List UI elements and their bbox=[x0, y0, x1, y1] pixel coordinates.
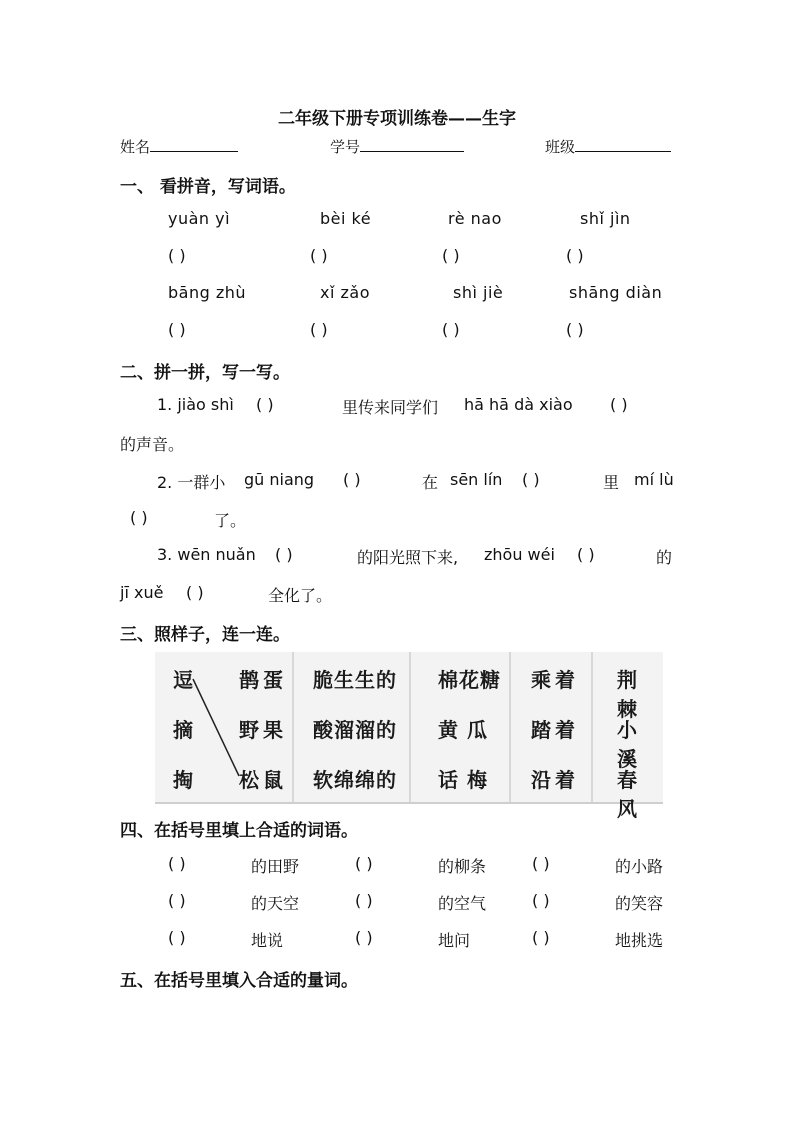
answer-blank[interactable]: ( ) bbox=[275, 545, 293, 564]
answer-blank[interactable]: ( ) bbox=[168, 928, 186, 947]
match-object[interactable]: 鹊蛋 bbox=[239, 668, 287, 692]
section-5-heading: 五、在括号里填入合适的量词。 bbox=[120, 971, 358, 991]
student-no-field[interactable] bbox=[330, 136, 464, 157]
answer-blank[interactable]: ( ) bbox=[566, 246, 584, 265]
q1-text: 的声音。 bbox=[120, 435, 185, 454]
answer-blank[interactable]: ( ) bbox=[355, 928, 373, 947]
answer-blank[interactable]: ( ) bbox=[522, 470, 540, 489]
match-object-2[interactable]: 春风 bbox=[617, 768, 641, 821]
student-no-blank[interactable] bbox=[360, 137, 464, 152]
q2-pinyin: mí lù bbox=[634, 470, 674, 489]
answer-blank[interactable]: ( ) bbox=[168, 891, 186, 910]
phrase-suffix: 的笑容 bbox=[615, 894, 664, 913]
matching-table bbox=[155, 652, 663, 821]
phrase-suffix: 地问 bbox=[438, 931, 471, 950]
page-title: 二年级下册专项训练卷——生字 bbox=[278, 109, 516, 129]
q2-text: 了。 bbox=[214, 511, 247, 530]
answer-blank[interactable]: ( ) bbox=[343, 470, 361, 489]
q3-text: 的阳光照下来, bbox=[357, 548, 459, 567]
q3-pinyin: jī xuě bbox=[120, 583, 164, 602]
pinyin-item: bèi ké bbox=[320, 209, 372, 228]
answer-blank[interactable]: ( ) bbox=[442, 246, 460, 265]
phrase-suffix: 的田野 bbox=[251, 857, 300, 876]
match-adjective[interactable]: 酸溜溜的 bbox=[313, 718, 397, 742]
q1-pinyin: 1. jiào shì bbox=[157, 395, 234, 414]
answer-blank[interactable]: ( ) bbox=[610, 395, 628, 414]
class-field[interactable] bbox=[545, 136, 671, 157]
student-no-label: 学号 bbox=[330, 138, 361, 156]
phrase-suffix: 的天空 bbox=[251, 894, 300, 913]
q3-text: 的 bbox=[656, 548, 673, 567]
q2-text: 2. 一群小 bbox=[157, 473, 226, 492]
phrase-suffix: 的小路 bbox=[615, 857, 664, 876]
phrase-suffix: 地挑选 bbox=[615, 931, 664, 950]
match-object[interactable]: 野果 bbox=[239, 718, 287, 742]
match-noun[interactable]: 话 梅 bbox=[438, 768, 488, 792]
answer-blank[interactable]: ( ) bbox=[532, 854, 550, 873]
phrase-suffix: 地说 bbox=[251, 931, 284, 950]
match-noun[interactable]: 棉花糖 bbox=[438, 668, 501, 692]
pinyin-item: bāng zhù bbox=[168, 283, 247, 302]
q3-pinyin: 3. wēn nuǎn bbox=[157, 545, 256, 564]
example-connect-line bbox=[155, 652, 663, 802]
answer-blank[interactable]: ( ) bbox=[532, 928, 550, 947]
phrase-suffix: 的柳条 bbox=[438, 857, 487, 876]
q3-pinyin: zhōu wéi bbox=[484, 545, 555, 564]
match-noun[interactable]: 黄 瓜 bbox=[438, 718, 488, 742]
class-blank[interactable] bbox=[575, 137, 671, 152]
section-4-heading: 四、在括号里填上合适的词语。 bbox=[120, 821, 358, 841]
section-3-heading: 三、照样子，连一连。 bbox=[120, 625, 290, 645]
section-2-heading: 二、拼一拼，写一写。 bbox=[120, 363, 290, 383]
answer-blank[interactable]: ( ) bbox=[566, 320, 584, 339]
pinyin-item: shì jiè bbox=[453, 283, 504, 302]
answer-blank[interactable]: ( ) bbox=[442, 320, 460, 339]
q2-text: 里 bbox=[603, 473, 620, 492]
pinyin-item: rè nao bbox=[448, 209, 502, 228]
name-field[interactable] bbox=[120, 136, 238, 157]
pinyin-item: shǐ jìn bbox=[580, 209, 631, 228]
q2-pinyin: gū niang bbox=[244, 470, 315, 489]
answer-blank[interactable]: ( ) bbox=[186, 583, 204, 602]
answer-blank[interactable]: ( ) bbox=[355, 854, 373, 873]
q1-pinyin: hā hā dà xiào bbox=[464, 395, 573, 414]
section-1-heading: 一、 看拼音，写词语。 bbox=[120, 177, 296, 197]
answer-blank[interactable]: ( ) bbox=[577, 545, 595, 564]
match-verb-2[interactable]: 沿着 bbox=[531, 768, 579, 792]
match-verb[interactable]: 摘 bbox=[173, 718, 197, 742]
answer-blank[interactable]: ( ) bbox=[168, 854, 186, 873]
match-object-2[interactable]: 荆棘 bbox=[617, 668, 641, 721]
answer-blank[interactable]: ( ) bbox=[168, 246, 186, 265]
match-adjective[interactable]: 脆生生的 bbox=[313, 668, 397, 692]
answer-blank[interactable]: ( ) bbox=[532, 891, 550, 910]
match-object-2[interactable]: 小溪 bbox=[617, 718, 641, 771]
match-verb-2[interactable]: 踏着 bbox=[531, 718, 579, 742]
answer-blank[interactable]: ( ) bbox=[168, 320, 186, 339]
name-blank[interactable] bbox=[150, 137, 238, 152]
match-object[interactable]: 松鼠 bbox=[239, 768, 287, 792]
answer-blank[interactable]: ( ) bbox=[130, 508, 148, 527]
pinyin-item: xǐ zǎo bbox=[320, 283, 370, 302]
answer-blank[interactable]: ( ) bbox=[310, 246, 328, 265]
match-verb-2[interactable]: 乘着 bbox=[531, 668, 579, 692]
answer-blank[interactable]: ( ) bbox=[355, 891, 373, 910]
match-adjective[interactable]: 软绵绵的 bbox=[313, 768, 397, 792]
q2-text: 在 bbox=[422, 473, 439, 492]
q2-pinyin: sēn lín bbox=[450, 470, 503, 489]
match-verb[interactable]: 掏 bbox=[173, 768, 197, 792]
match-verb[interactable]: 逗 bbox=[173, 668, 197, 692]
pinyin-item: shāng diàn bbox=[569, 283, 663, 302]
q1-text: 里传来同学们 bbox=[342, 398, 439, 417]
answer-blank[interactable]: ( ) bbox=[256, 395, 274, 414]
q3-text: 全化了。 bbox=[268, 586, 333, 605]
phrase-suffix: 的空气 bbox=[438, 894, 487, 913]
name-label: 姓名 bbox=[120, 138, 151, 156]
pinyin-item: yuàn yì bbox=[168, 209, 231, 228]
answer-blank[interactable]: ( ) bbox=[310, 320, 328, 339]
class-label: 班级 bbox=[545, 138, 576, 156]
